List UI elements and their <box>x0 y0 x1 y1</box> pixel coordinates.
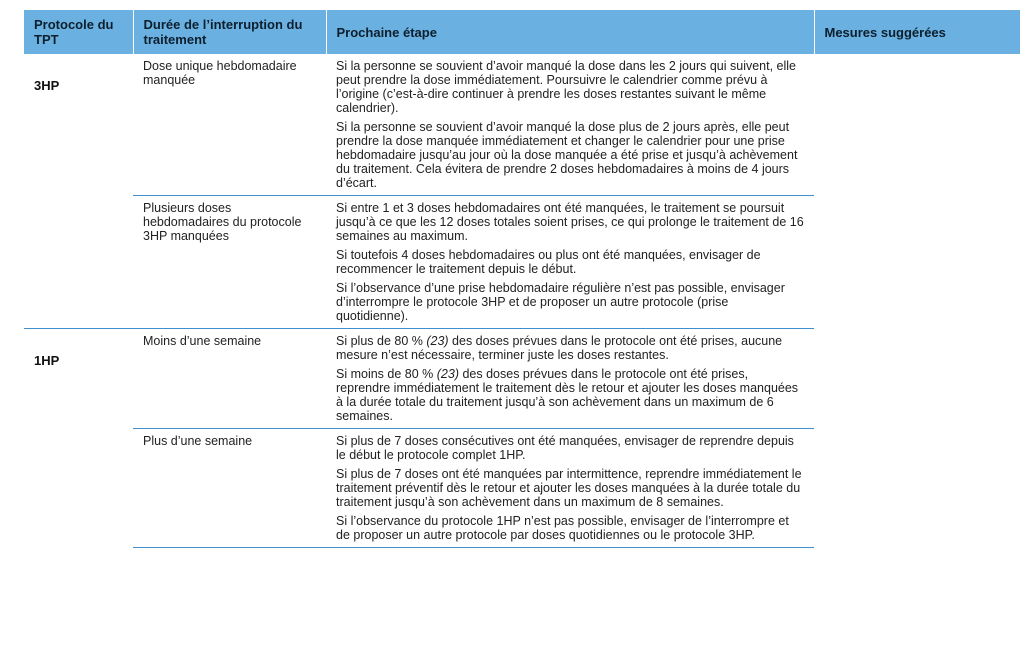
header-row <box>24 10 1020 54</box>
step-text: Si la personne se souvient d’avoir manqué la dose dans les 2 jours qui suivent, elle peut prendre la dose immédiatement. Poursuivre le calendrier comme prévu à l’origine (c’est-à-dire continuer à prendre les doses restantes suivant le même calendrier). <box>336 59 796 115</box>
header-measures: Mesures suggérées <box>814 10 1020 54</box>
header-next-step: Prochaine étape <box>326 10 814 54</box>
step-text: Si entre 1 et 3 doses hebdomadaires ont été manquées, le traitement se poursuit jusqu’à ce que les 12 doses totales soient prises, ce qui prolonge le traitement de 16 semaines au maximum. <box>336 201 804 243</box>
missed-dose-table <box>24 10 1020 548</box>
duration-cell: Moins d’une semaine <box>133 329 326 429</box>
duration-cell: Dose unique hebdomadaire manquée <box>143 59 297 87</box>
header-protocol: Protocole du TPT <box>24 10 133 54</box>
protocol-cell-3hp: 3HP <box>34 78 60 93</box>
step-text-part: Si plus de 80 % <box>336 334 427 348</box>
step-text: Si l’observance du protocole 1HP n’est pas possible, envisager de l’interrompre et de proposer un autre protocole par doses quotidiennes ou le protocole 3HP. <box>336 514 789 542</box>
table-row <box>24 54 1020 196</box>
step-text: Si la personne se souvient d’avoir manqué la dose plus de 2 jours après, elle peut prendre la dose manquée immédiatement et changer le calendrier pour une prise hebdomadaire jusqu’au jour où la dose manquée a été prise et jusqu’à achèvement du traitement. Cela évitera de prendre 2 doses hebdomadaires à moins de 4 jours d’écart. <box>336 120 798 190</box>
step-text-part: des doses prévues dans le protocole ont été prises, reprendre immédiatement le traitement dès le retour et ajouter les doses manquées à la durée totale du traitement jusqu’à son achèvement dans un maximum de 6 semaines. <box>336 367 799 423</box>
step-text <box>336 334 804 362</box>
step-text: Si l’observance d’une prise hebdomadaire régulière n’est pas possible, envisager d’interrompre le protocole 3HP et de proposer un autre protocole (prise quotidienne). <box>336 281 785 323</box>
step-text: Si plus de 7 doses consécutives ont été manquées, envisager de reprendre depuis le début le protocole complet 1HP. <box>336 434 794 462</box>
step-text-part: Si moins de 80 % <box>336 367 437 381</box>
duration-cell: Plus d’une semaine <box>133 429 326 548</box>
next-step-cell <box>326 329 814 429</box>
reference-citation: (23) <box>436 367 459 381</box>
next-step-cell <box>326 196 814 329</box>
step-text-part: des doses prévues dans le protocole ont été prises, aucune mesure n’est nécessaire, terminer juste les doses restantes. <box>336 334 783 362</box>
protocol-cell-1hp: 1HP <box>24 329 133 548</box>
step-text: Si toutefois 4 doses hebdomadaires ou plus ont été manquées, envisager de recommencer le traitement depuis le début. <box>336 248 761 276</box>
next-step-cell <box>326 54 814 196</box>
step-text: Si plus de 7 doses ont été manquées par intermittence, reprendre immédiatement le traitement préventif dès le retour et ajouter les doses manquées à la durée totale du traitement jusqu’à son achèvement dans un maximum de 8 semaines. <box>336 467 802 509</box>
duration-cell: Plusieurs doses hebdomadaires du protocole 3HP manquées <box>133 196 326 329</box>
measures-cell <box>814 54 1020 548</box>
reference-citation: (23) <box>426 334 449 348</box>
next-step-cell <box>326 429 814 548</box>
step-text <box>336 367 804 423</box>
header-duration: Durée de l’interruption du traitement <box>133 10 326 54</box>
